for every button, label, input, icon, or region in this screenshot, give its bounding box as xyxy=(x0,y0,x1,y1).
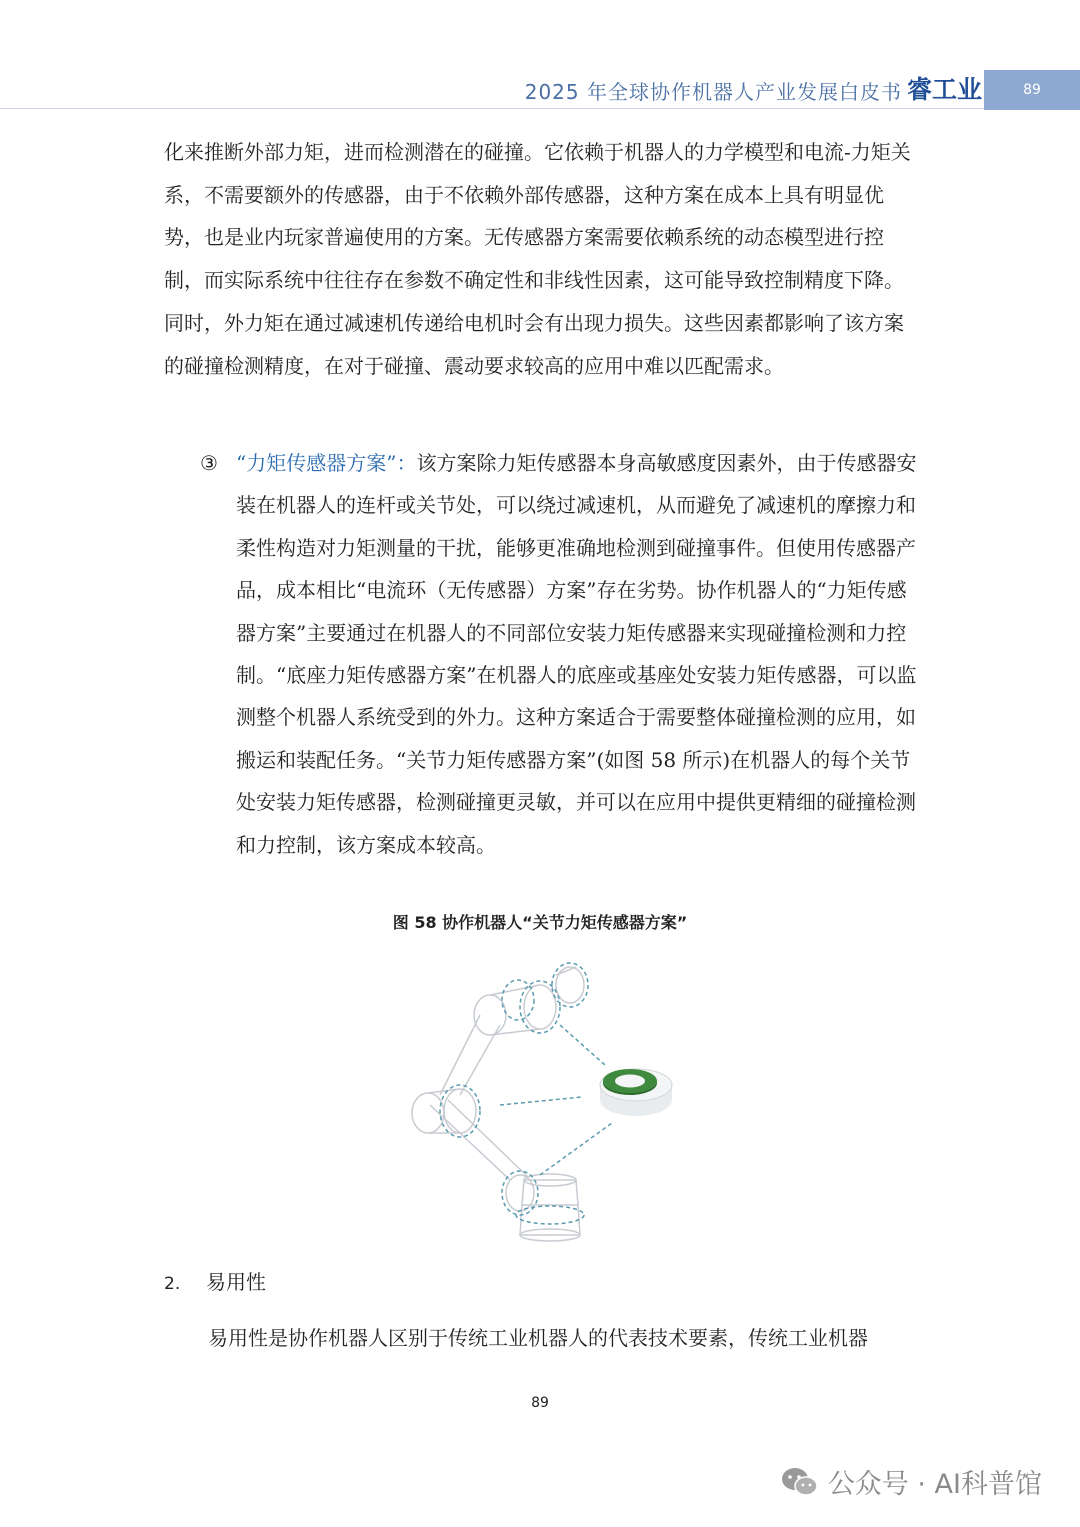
list-item-body xyxy=(236,442,920,866)
list-item-number: ③ xyxy=(200,451,218,475)
list-item-text: 该方案除力矩传感器本身高敏感度因素外，由于传感器安装在机器人的连杆或关节处，可以绕过减速机，从而避免了减速机的摩擦力和柔性构造对力矩测量的干扰，能够更准确地检测到碰撞事件。但使用传感器产品，成本相比“电流环（无传感器）方案”存在劣势。协作机器人的“力矩传感器方案”主要通过在机器人的不同部位安装力矩传感器来实现碰撞检测和力控制。“底座力矩传感器方案”在机器人的底座或基座处安装力矩传感器，可以监测整个机器人系统受到的外力。这种方案适合于需要整体碰撞检测的应用，如搬运和装配任务。“关节力矩传感器方案”(如图 58 所示)在机器人的每个关节处安装力矩传感器，检测碰撞更灵敏，并可以在应用中提供更精细的碰撞检测和力控制，该方案成本较高。 xyxy=(236,451,917,857)
watermark xyxy=(780,1462,1042,1501)
header-title: 2025 年全球协作机器人产业发展白皮书 xyxy=(524,80,902,104)
header-brand-logo: 睿工业 xyxy=(906,75,982,104)
torque-sensor-icon xyxy=(600,1069,672,1116)
header-divider xyxy=(0,108,984,109)
robot-arm-figure xyxy=(400,955,690,1245)
robot-arm-illustration xyxy=(400,955,690,1245)
section-heading xyxy=(164,1266,266,1295)
watermark-text: 公众号 · AI科普馆 xyxy=(827,1469,1042,1500)
body-paragraph-1: 化来推断外部力矩，进而检测潜在的碰撞。它依赖于机器人的力学模型和电流-力矩关系，不需要额外的传感器，由于不依赖外部传感器，这种方案在成本上具有明显优势，也是业内玩家普遍使用的方案。无传感器方案需要依赖系统的动态模型进行控制，而实际系统中往往存在参数不确定性和非线性因素，这可能导致控制精度下降。同时，外力矩在通过减速机传递给电机时会有出现力损失。这些因素都影响了该方案的碰撞检测精度，在对于碰撞、震动要求较高的应用中难以匹配需求。 xyxy=(164,140,911,378)
page-header xyxy=(0,70,1080,110)
section-number: 2. xyxy=(164,1274,181,1294)
header-page-number: 89 xyxy=(984,70,1080,110)
section-title: 易用性 xyxy=(206,1270,266,1294)
body-paragraph-2: 易用性是协作机器人区别于传统工业机器人的代表技术要素，传统工业机器 xyxy=(208,1326,868,1350)
footer-page-number: 89 xyxy=(531,1395,549,1411)
wechat-icon xyxy=(780,1466,820,1498)
list-item-3 xyxy=(200,442,920,866)
figure-caption: 图 58 协作机器人“关节力矩传感器方案” xyxy=(392,913,688,932)
list-item-title: “力矩传感器方案”： xyxy=(236,451,417,475)
